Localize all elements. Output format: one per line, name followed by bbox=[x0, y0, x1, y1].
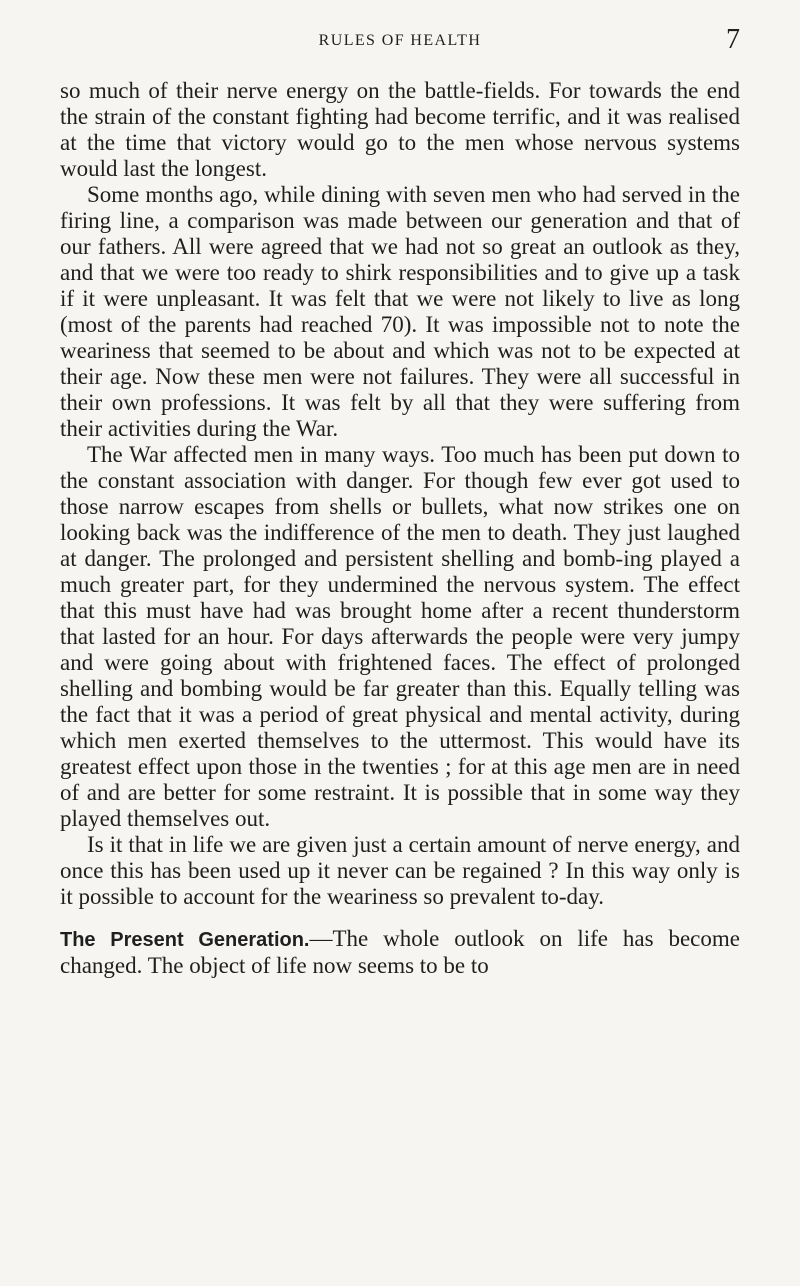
running-header bbox=[60, 24, 740, 66]
section-present-generation bbox=[60, 926, 740, 979]
section-text: —The whole outlook on life has become changed. The object of life now seems to be to bbox=[60, 926, 740, 978]
page-number: 7 bbox=[726, 24, 740, 55]
paragraph-war-effects: The War affected men in many ways. Too much has been put down to the constant association with danger. For though few ever got used to those narrow escapes from shells or bullets, what now strikes one on looking back was the indifference of the men to death. They just laughed at danger. The prolonged and persistent shelling and bomb-ing played a much greater part, for they undermined the nervous system. The effect that this must have had was brought home after a recent thunderstorm that lasted for an hour. For days afterwards the people were very jumpy and were going about with frightened faces. The effect of prolonged shelling and bombing would be far greater than this. Equally telling was the fact that it was a period of great physical and mental activity, during which men exerted themselves to the uttermost. This would have its greatest effect upon those in the twenties ; for at this age men are in need of and are better for some restraint. It is possible that in some way they played themselves out. bbox=[60, 442, 740, 831]
book-page bbox=[60, 24, 740, 979]
body-text bbox=[60, 78, 740, 979]
section-heading: The Present Generation. bbox=[60, 929, 310, 951]
paragraph-nerve-energy: Is it that in life we are given just a certain amount of nerve energy, and once this has been used up it never can be regained ? In this way only is it possible to account for the weariness so prevalent to-day. bbox=[60, 832, 740, 909]
paragraph-continuation: so much of their nerve energy on the battle-fields. For towards the end the strain of the constant fighting had become terrific, and it was realised at the time that victory would go to the men whose nervous systems would last the longest. bbox=[60, 78, 740, 181]
paragraph-generation-comparison: Some months ago, while dining with seven men who had served in the firing line, a comparison was made between our generation and that of our fathers. All were agreed that we had not so great an outlook as they, and that we were too ready to shirk responsibilities and to give up a task if it were unpleasant. It was felt that we were not likely to live as long (most of the parents had reached 70). It was impossible not to note the weariness that seemed to be about and which was not to be expected at their age. Now these men were not failures. They were all successful in their own professions. It was felt by all that they were suffering from their activities during the War. bbox=[60, 182, 740, 441]
header-title: RULES OF HEALTH bbox=[318, 32, 482, 49]
